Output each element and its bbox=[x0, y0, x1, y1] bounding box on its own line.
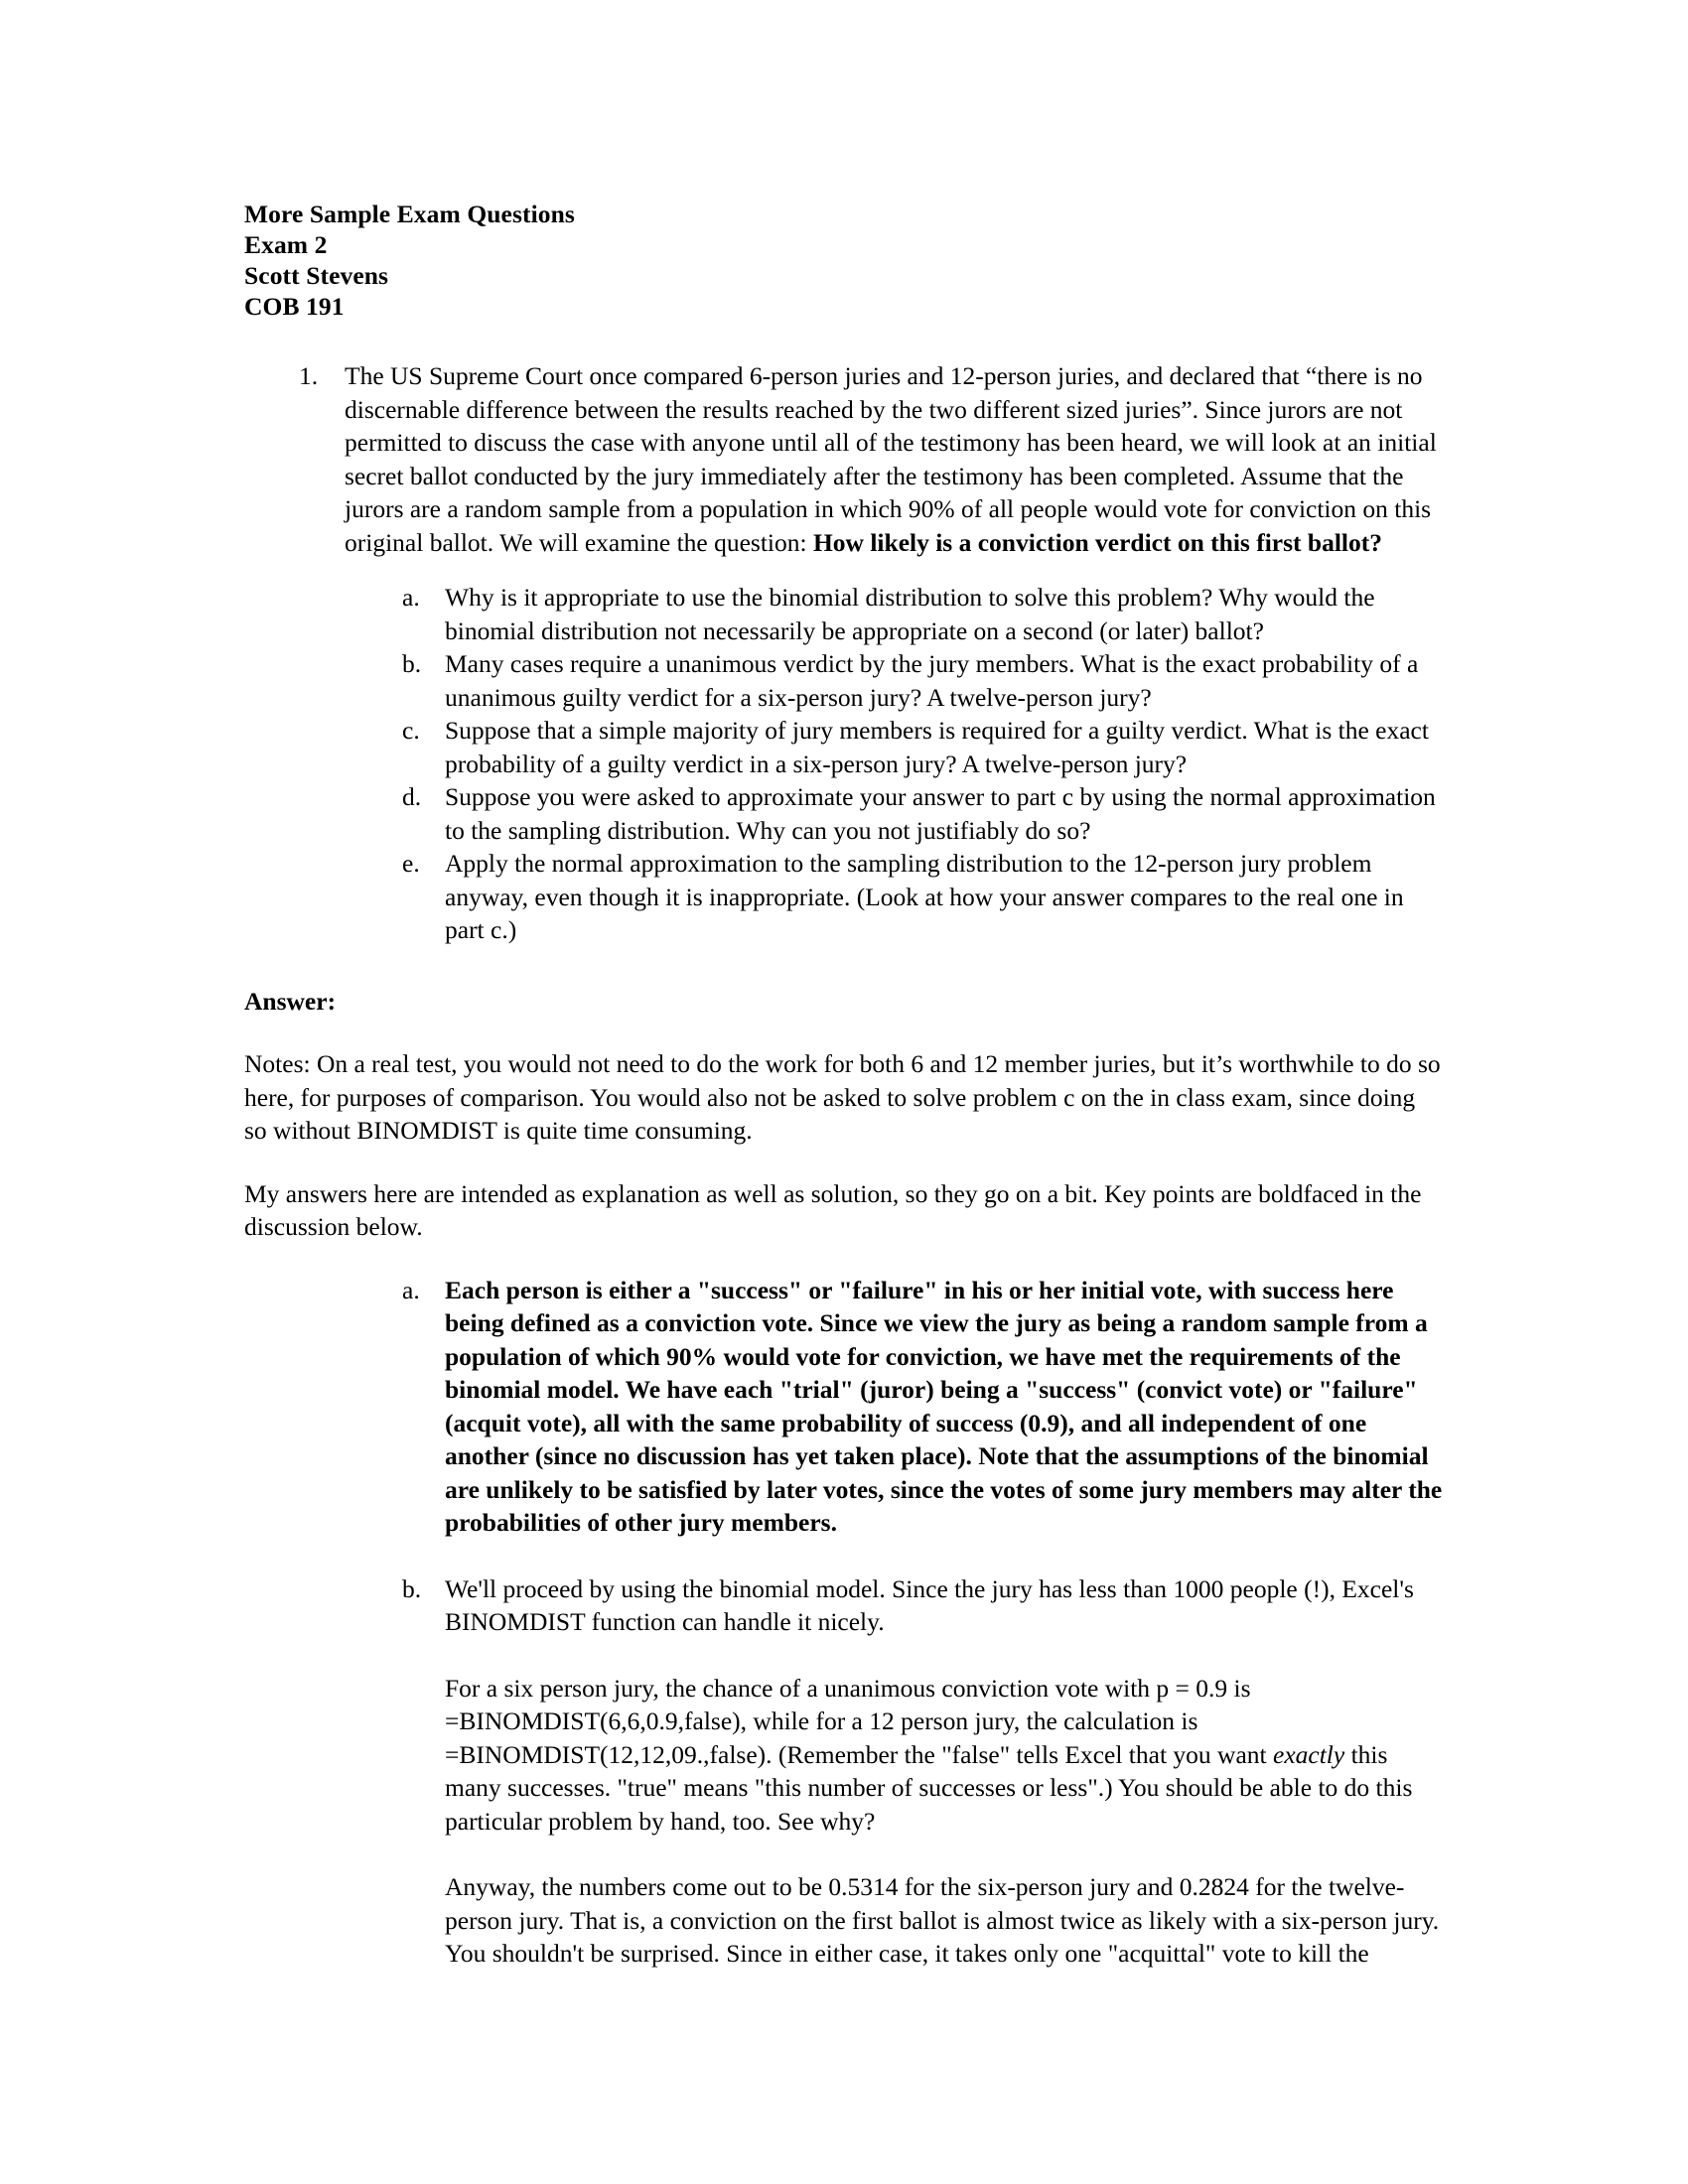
answer-text-b-2-italic: exactly bbox=[1273, 1739, 1345, 1769]
subitem-marker-c: c. bbox=[402, 716, 420, 745]
answer-text-b-2-head: For a six person jury, the chance of a unanimous conviction vote with p = 0.9 is =BINOMDIST(6,6,0.9,false), while for a 12 person jury, the calculation is =BINOMDIST(12,12,09.,false). (Remember the "false" tells Excel that you want bbox=[445, 1673, 1273, 1769]
question-marker: 1. bbox=[299, 361, 319, 390]
subitem-text-c: Suppose that a simple majority of jury members is required for a guilty verdict. What is the exact probability of a guilty verdict in a six-person jury? A twelve-person jury? bbox=[445, 716, 1429, 778]
document-header bbox=[244, 199, 1444, 322]
answer-notes: Notes: On a real test, you would not need to do the work for both 6 and 12 member juries, but it’s worthwhile to do so here, for purposes of comparison. You would also not be asked to solve problem c on the in class exam, since doing so without BINOMDIST is quite time consuming. bbox=[244, 1049, 1441, 1145]
subitem-text-e: Apply the normal approximation to the sampling distribution to the 12-person jury problem anyway, even though it is inappropriate. (Look at how your answer compares to the real one in part c.) bbox=[445, 849, 1404, 944]
question-subitem-e bbox=[345, 847, 1444, 947]
question-subitem-b bbox=[345, 647, 1444, 714]
answer-item-list bbox=[345, 1274, 1444, 1971]
answer-text-b-2 bbox=[445, 1672, 1444, 1839]
answer-intro: My answers here are intended as explanation as well as solution, so they go on a bit. Key points are boldfaced in the discussion below. bbox=[244, 1178, 1422, 1241]
subitem-marker-b: b. bbox=[402, 649, 422, 678]
subitem-text-a: Why is it appropriate to use the binomial distribution to solve this problem? Why would the binomial distribution not necessarily be appropriate on a second (or later) ballot? bbox=[445, 583, 1375, 645]
subitem-marker-e: e. bbox=[402, 849, 420, 878]
question-list bbox=[244, 359, 1444, 947]
question-subitem-a bbox=[345, 581, 1444, 647]
spacer bbox=[244, 1018, 1444, 1047]
question-subitem-d bbox=[345, 780, 1444, 847]
question-subitem-c bbox=[345, 714, 1444, 780]
answer-text-b-1: We'll proceed by using the binomial model. Since the jury has less than 1000 people (!), Excel's BINOMDIST function can handle it nicely. bbox=[445, 1573, 1414, 1636]
header-exam: Exam 2 bbox=[244, 230, 328, 259]
answer-item-b bbox=[345, 1572, 1444, 1971]
subitem-marker-d: d. bbox=[402, 782, 422, 811]
question-body-bold: How likely is a conviction verdict on this first ballot? bbox=[812, 527, 1382, 557]
question-item-1 bbox=[244, 359, 1444, 947]
header-author: Scott Stevens bbox=[244, 261, 389, 290]
header-course: COB 191 bbox=[244, 292, 345, 321]
answer-text-a: Each person is either a "success" or "failure" in his or her initial vote, with success here being defined as a conviction vote. Since we view the jury as being a random sample from a population of which 90% would vote for conviction, we have met the requirements of the binomial model. We have each "trial" (juror) being a "success" (convict vote) or "failure" (acquit vote), all with the same probability of success (0.9), and all independent of one another (since no discussion has yet taken place). Note that the assumptions of the binomial are unlikely to be satisfied by later votes, since the votes of some jury members may alter the probabilities of other jury members. bbox=[445, 1275, 1443, 1537]
spacer bbox=[244, 1244, 1444, 1274]
answer-marker-a: a. bbox=[402, 1275, 420, 1304]
answer-heading: Answer: bbox=[244, 986, 337, 1016]
question-body-text: The US Supreme Court once compared 6-person juries and 12-person juries, and declared that “there is no discernable difference between the results reached by the two different sized juries”. Since jurors are not permitted to discuss the case with anyone until all of the testimony has been heard, we will look at an initial secret ballot conducted by the jury immediately after the testimony has been completed. Assume that the jurors are a random sample from a population in which 90% of all people would vote for conviction on this original ballot. We will examine the question: bbox=[345, 361, 1437, 557]
subitem-marker-a: a. bbox=[402, 583, 420, 612]
subitem-text-b: Many cases require a unanimous verdict by the jury members. What is the exact probability of a unanimous guilty verdict for a six-person jury? A twelve-person jury? bbox=[445, 649, 1419, 712]
header-title: More Sample Exam Questions bbox=[244, 200, 575, 228]
subitem-text-d: Suppose you were asked to approximate your answer to part c by using the normal approximation to the sampling distribution. Why can you not justifiably do so? bbox=[445, 782, 1436, 845]
question-subitem-list bbox=[345, 581, 1444, 947]
spacer bbox=[244, 1148, 1444, 1177]
answer-text-b-3: Anyway, the numbers come out to be 0.5314 for the six-person jury and 0.2824 for the twelve-person jury. That is, a conviction on the first ballot is almost twice as likely with a six-person jury. You shouldn't be surprised. Since in either case, it takes only one "acquittal" vote to kill the bbox=[445, 1872, 1440, 1968]
spacer bbox=[244, 322, 1444, 359]
answer-marker-b: b. bbox=[402, 1573, 422, 1603]
answer-text-b-2-tail: this many successes. "true" means "this number of successes or less".) You should be able to do this particular problem by hand, too. See why? bbox=[445, 1739, 1413, 1836]
document-content bbox=[244, 199, 1444, 1971]
spacer bbox=[345, 559, 1444, 581]
spacer bbox=[244, 947, 1444, 985]
answer-item-a bbox=[345, 1274, 1444, 1540]
question-body bbox=[345, 359, 1444, 559]
